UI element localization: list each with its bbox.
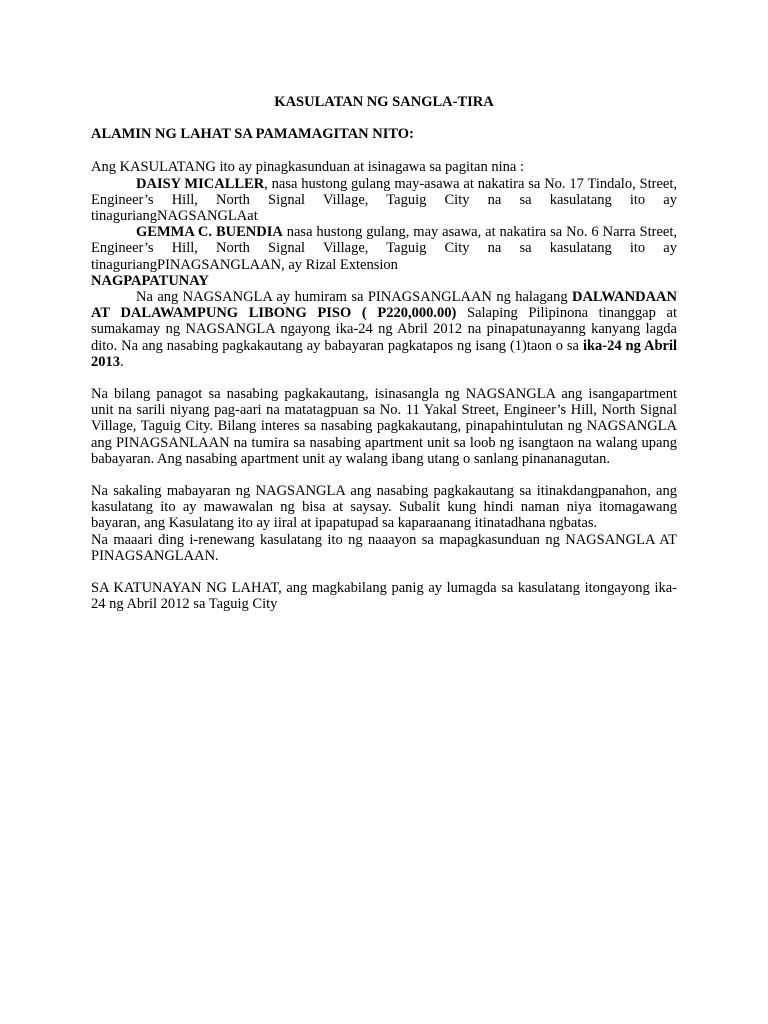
party1-name: DAISY MICALLER [136, 175, 265, 192]
document-page [91, 94, 677, 612]
party1-text: , nasa hustong gulang may-asawa at nakatira sa No. 17 Tindalo, Street, Engineer’s Hill, North Signal Village, Taguig City na sa kasulatang ito ay tinaguriangNAGSANGLAat [91, 175, 677, 225]
document-subtitle: ALAMIN NG LAHAT SA PAMAMAGITAN NITO: [91, 126, 414, 143]
renewal-paragraph: Na maaari ding i-renewang kasulatang ito ng naaayon sa mapagkasunduan ng NAGSANGLA AT PINAGSANGLAAN. [91, 531, 677, 564]
party2-name: GEMMA C. BUENDIA [136, 224, 283, 241]
closing-paragraph: SA KATUNAYAN NG LAHAT, ang magkabilang panig ay lumagda sa kasulatang itongayong ika-24 ng Abril 2012 sa Taguig City [91, 580, 677, 613]
loan-amount: DALWANDAAN AT DALAWAMPUNG LIBONG PISO ( P220,000.00) [91, 289, 677, 322]
loan-paragraph [91, 289, 677, 370]
paragraph-gap [91, 564, 677, 580]
loan-text-1: Na ang NAGSANGLA ay humiram sa PINAGSANGLAAN ng halagang [136, 289, 572, 306]
loan-due-date: ika-24 ng Abril 2013 [91, 337, 678, 370]
loan-text-3: . [120, 353, 124, 370]
repayment-paragraph: Na sakaling mabayaran ng NAGSANGLA ang nasabing pagkakautang sa itinakdangpanahon, ang kasulatang ito ay mawawalan ng bisa at saysay. Subalit kung hindi naman niya itomagawang bayaran, ang Kasulatang ito ay iiral at ipapatupad sa kaparaanang itinatadhana ngbatas. [91, 483, 677, 532]
section-heading: NAGPAPATUNAY [91, 272, 209, 289]
intro-paragraph: Ang KASULATANG ito ay pinagkasunduan at isinagawa sa pagitan nina : [91, 159, 524, 176]
collateral-paragraph: Na bilang panagot sa nasabing pagkakautang, isinasangla ng NAGSANGLA ang isangapartment unit na sarili niyang pag-aari na matatagpuan sa No. 11 Yakal Street, Engineer’s Hill, North Signal Village, Taguig City. Bilang interes sa nasabing pagkakautang, pinapahintulutan ng NAGSANGLA ang PINAGSANLAAN na tumira sa nasabing apartment unit sa loob ng isangtaon na walang upang babayaran. Ang nasabing apartment unit ay walang ibang utang o sanlang pinananagutan. [91, 386, 677, 467]
paragraph-gap [91, 370, 677, 386]
party1-paragraph [91, 176, 677, 225]
party2-paragraph [91, 224, 677, 273]
document-title: KASULATAN NG SANGLA-TIRA [274, 94, 494, 110]
paragraph-gap [91, 467, 677, 483]
loan-text-2: Salaping Pilipinona tinanggap at sumakamay ng NAGSANGLA ngayong ika-24 ng Abril 2012 na pinapatunayanng kanyang lagda dito. Na ang nasabing pagkakautang ay babayaran pagkatapos ng isang (1)taon o sa [91, 305, 677, 354]
party2-text: nasa hustong gulang, may asawa, at nakatira sa No. 6 Narra Street, Engineer’s Hill, North Signal Village, Taguig City na sa kasulatang ito ay tinaguriangPINAGSANGLAAN, ay Rizal Extension [91, 224, 677, 273]
